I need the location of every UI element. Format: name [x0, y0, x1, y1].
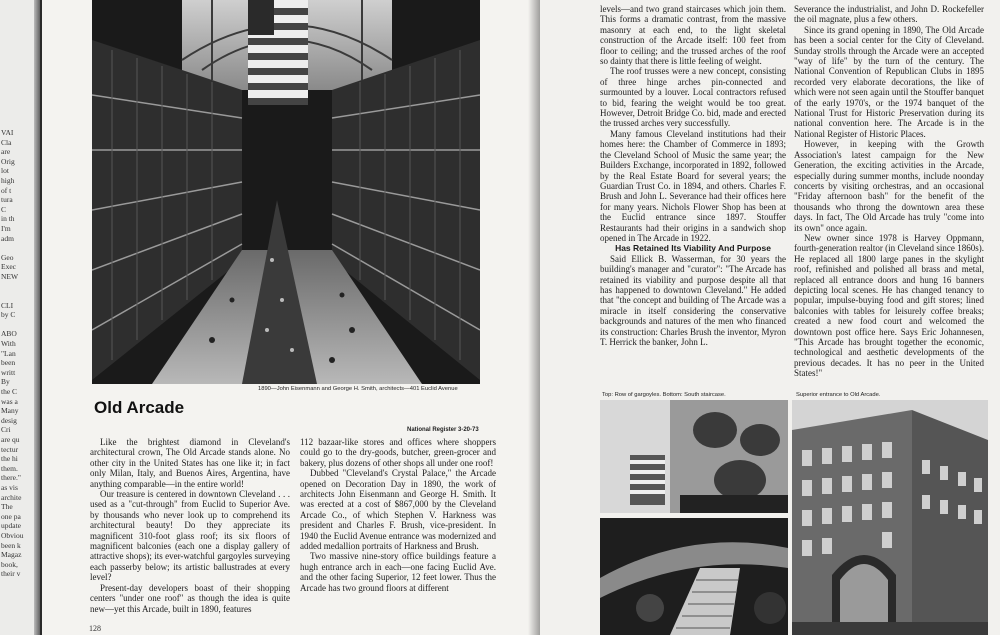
paragraph: Dubbed "Cleveland's Crystal Palace," the Arcade opened on Decoration Day in 1890, the work of architects John Eisenmann and George H. Smith. It was erected at a cost of $867,000 by the Cleveland Arcade Co., of which Stephen V. Harkness was president and Charles F. Brush, vice-president. In 1940 the Euclid Avenue entrance was modernized and added medallion portraits of Harkness and Brush.	[300, 468, 496, 552]
paragraph: Severance the industrialist, and John D. Rockefeller the oil magnate, plus a few others.	[794, 4, 984, 25]
national-register-date: National Register 3-20-73	[407, 427, 479, 433]
superior-entrance-photo	[792, 400, 988, 635]
entrance-caption: Superior entrance to Old Arcade.	[796, 392, 881, 398]
left-page	[42, 0, 540, 635]
south-staircase-photo	[600, 518, 788, 635]
left-text-column-1	[90, 437, 290, 614]
left-text-column-2	[300, 437, 496, 593]
previous-page-text-fragments: VAI Cla are Orig lot high of t tura C in th I'm adm Geo Exec NEW CLI by C ABO With "Lan been writt By the C was a Many desig Cri are qu tectur the hi them. there." as vis archite The one pa update Obviou been k Magaz book, their v	[1, 128, 24, 579]
page-number: 128	[89, 624, 101, 633]
article-title: Old Arcade	[94, 398, 185, 417]
paragraph: 112 bazaar-like stores and offices where shoppers could go to the dry-goods, butcher, green-grocer and bakery, plus dozens of other shops all under one roof!	[300, 437, 496, 468]
gargoyles-caption: Top: Row of gargoyles. Bottom: South staircase.	[602, 392, 726, 398]
paragraph: Two massive nine-story office buildings feature a hugh entrance arch in each—one facing Euclid Ave. and the other facing Superior, 12 feet lower. Thus the Arcade has two ground floors at different	[300, 551, 496, 593]
right-text-column-2	[794, 4, 984, 379]
gargoyles-photo	[600, 400, 788, 513]
paragraph: levels—and two grand staircases which join them. This forms a dramatic contrast, from the massive masonry at each end, to the light skeletal construction of the Arcade itself: 100 feet from floor to ceiling; and the trussed arches of the roof so dainty that there is little feeling of weight.	[600, 4, 786, 67]
arcade-interior-photo	[92, 0, 480, 384]
paragraph: The roof trusses were a new concept, consisting of three hinge arches pin-connected and surmounted by a louver. Local contractors refused to bid, fearing the weight would be too great. However, Detroit Bridge Co. bid, made and erected the trussed arches very successfully.	[600, 66, 786, 129]
paragraph: Said Ellick B. Wasserman, for 30 years the building's manager and "curator": "The Arcade has retained its viability and purpose despite all that has happened to downtown Cleveland." He added that "the concept and building of The Arcade was a miracle in itself considering the conservative backgrounds and natures of the men who financed its construction: Charles Brush the inventor, Myron T. Herrick the banker, John L.	[600, 253, 786, 347]
paragraph: Since its grand opening in 1890, The Old Arcade has been a social center for the City of Cleveland. Sunday strolls through the Arcade were an accepted "way of life" by the turn of the century. The National Convention of Republican Clubs in 1895 recorded very elaborate decorations, the like of which were not seen again until the Stouffer banquet of the early 1970's, or the 1974 banquet of the National Trust for Historic Preservation during its national convention here. The Arcade is in the National Register of Historic Places.	[794, 24, 984, 139]
paragraph: However, in keeping with the Growth Association's latest campaign for the New Generation, the exciting activities in the Arcade, especially during summer months, include noonday concerts by visiting orchestras, and an occasional "Friday afternoon bash" for the benefit of the thousands who throng the downtown area these days. In fact, The Old Arcade has truly "come into its own" once again.	[794, 139, 984, 233]
paragraph: Many famous Cleveland institutions had their homes here: the Chamber of Commerce in 1893; the Cleveland School of Music the same year; the Builders Exchange, incorporated in 1892, followed by the Real Estate Board for several years; the Guardian Trust Co. in 1894, and others. Charles F. Brush and John L. Severance had their offices here for many years. Nichols Flower Shop has been at the Euclid entrance since 1897. Stouffer Restaurants had their origins in a sandwich shop opened in The Arcade in 1922.	[600, 128, 786, 243]
previous-page-edge	[0, 0, 40, 635]
main-photo-caption: 1890—John Eisenmann and George H. Smith, architects—401 Euclid Avenue	[258, 386, 458, 392]
entrance-illustration	[792, 400, 988, 635]
american-flag	[248, 0, 308, 105]
right-page	[540, 0, 1000, 635]
paragraph: Present-day developers boast of their shopping centers "under one roof" as though the idea is quite new—yet this Arcade, built in 1890, features	[90, 582, 290, 614]
gargoyles-illustration	[600, 400, 788, 513]
paragraph: Like the brightest diamond in Cleveland's architectural crown, The Old Arcade stands alone. No other city in the United States has one like it; in fact only Milan, Italy, and Buenos Aires, Argentina, have anything comparable—in the entire world!	[90, 437, 290, 489]
arcade-interior-illustration	[92, 0, 480, 384]
right-text-column-1	[600, 4, 786, 347]
section-heading: Has Retained Its Viability And Purpose	[615, 243, 771, 254]
paragraph: New owner since 1978 is Harvey Oppmann, fourth-generation realtor (in Cleveland since 1860s). He replaced all 1800 large panes in the skylight roof, refinished and polished all brass and metal, replaced all entrance doors and hung 16 banners depicting local scenes. He has changed tenancy to popular, impulse-buying food and gift stores; lined balconies with tables for leisurely coffee breaks; created a new food court and welcomed the downtown post office here. Says Eric Johannesen, "This Arcade has brought together the economic, technological and aesthetic developments of the previous decades. It has no peer in the United States!"	[794, 232, 984, 379]
page-curl-shadow	[34, 0, 40, 635]
staircase-illustration	[600, 518, 788, 635]
paragraph: Our treasure is centered in downtown Cleveland . . . used as a "cut-through" from Euclid to Superior Ave. by thousands who never look up to comprehend its architectural beauty! Do they appreciate its magnificent 310-foot glass roof; its six floors of magnificent balconies (each one a display gallery of attractive shops); its ever-watchful gargoyles surveying each passerby below; its artistic ballustrades at every level?	[90, 489, 290, 583]
